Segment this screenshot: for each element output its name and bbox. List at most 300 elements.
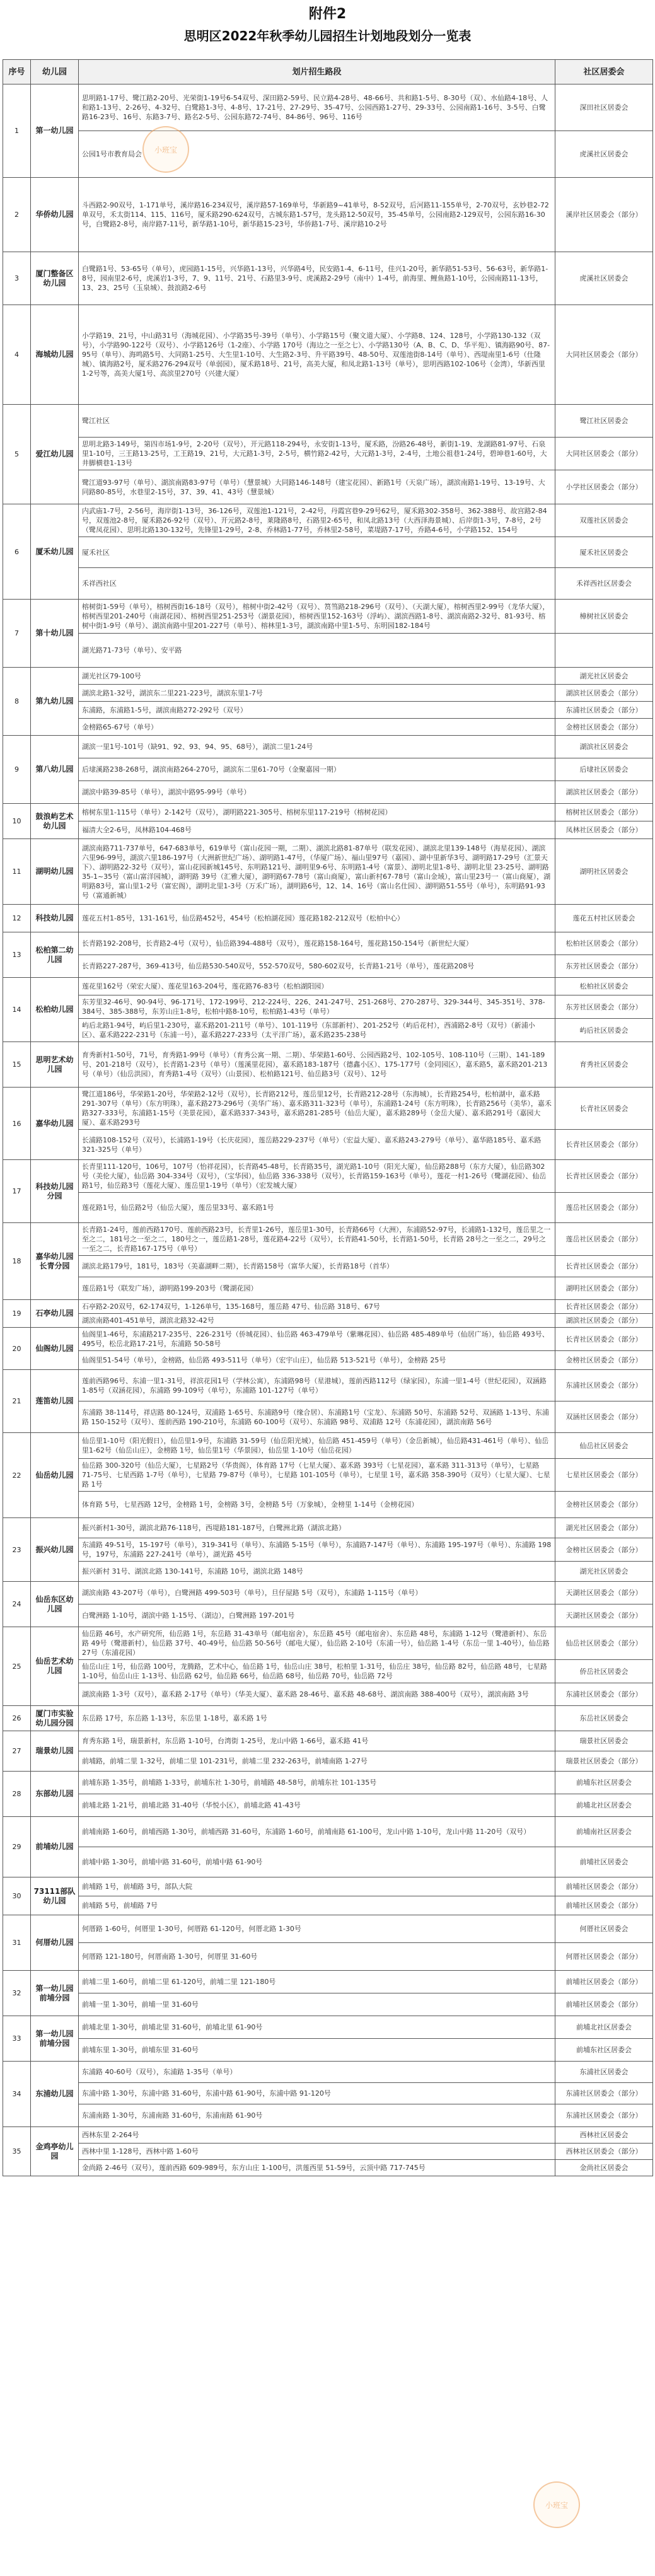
kindergarten-name: 爱江幼儿园 — [31, 405, 79, 504]
roads-cell: 振兴新村1-30号，湖滨北路76-118号，西堤路181-187号，白鹭洲北路（湖滨北路） — [79, 1518, 555, 1538]
roads-cell: 金榜路65-67号（单号） — [79, 719, 555, 736]
table-row — [3, 131, 653, 178]
community-cell: 东浦社区居委会（部分） — [555, 2083, 653, 2104]
roads-cell: 鹭江道186号，华荣路1-20号，华荣路2-12号（双号），长青路212号，莲岳里12号，长青路212-28号（东海城），长青路254号，松柏湖中，嘉禾路291-307号（单号）（东方明珠），嘉禾路273-296号（美华广场）、嘉禾路311-323号（单号），东浦路1-24号（东方明珠），长青路256号（美华），嘉禾路327-333号，东浦路1-15号（美景花园），嘉禾路337-343号，嘉禾路281-285号（仙岳大厦），嘉禾路289号（金岳大厦）、嘉禾路291号（嘉园大厦）、嘉禾路293号 — [79, 1088, 555, 1130]
kindergarten-name: 莲笛幼儿园 — [31, 1370, 79, 1433]
roads-cell: 鹭江道93-97号（单号）、湖滨南路83-97号（单号）（慧景城）大同路146-148号（建宝花园）、新路1号（天泉广场），湖滨南路1-19号、13-19号、大同路80-85号，水巷里2-15号，37、39、41、43号（慧景城） — [79, 470, 555, 504]
row-number: 22 — [3, 1433, 31, 1518]
roads-cell: 莲花路1号，仙岳路2号（仙岳大厦），莲岳里33号、嘉禾路1号 — [79, 1193, 555, 1223]
roads-cell: 莲岳路1号（联发广场），湖明路199-203号（鹭湖花园） — [79, 1277, 555, 1300]
row-number: 4 — [3, 305, 31, 405]
community-cell: 何厝社区居委会（部分） — [555, 1943, 653, 1971]
table-row — [3, 685, 653, 702]
row-number: 3 — [3, 252, 31, 305]
community-cell: 湖明社区居委会 — [555, 839, 653, 905]
page-title: 思明区2022年秋季幼儿园招生计划地段划分一览表 — [183, 28, 472, 44]
roads-cell: 莲花五村1-85号，131-161号，仙岳路452号，454号（松柏湖花园）莲花路182-212双号（松柏中心） — [79, 905, 555, 932]
roads-cell: 东浦路 38-114号，祥店路 80-124号，双浦路 1-65号、东浦路9号（缘合居）、东浦路1号（宝龙）、东浦路 50号、东浦路 52号、双涵路 1-13号、东浦路 150-152号（双号）、莲前西路 190-210号，东浦路 60-100号（双号）、东浦路 98号、双浦路 12号（东浦花园），湖滨南路 56号 — [79, 1401, 555, 1433]
table-row — [3, 1193, 653, 1223]
community-cell: 育秀社区居委会 — [555, 1042, 653, 1088]
roads-cell: 前埔中路 1-30号，前埔中路 31-60号，前埔中路 61-90号 — [79, 1847, 555, 1877]
roads-cell: 长青路1-24号，莲前西路170号、莲前西路23号，长青里1-26号，莲岳里1-30号，长青路66号（大洲），东浦路52-97号，长浦路1-132号，莲岳里之一至之二，181号之一至之二，180号之一，莲岳路1-28号，莲花路4-22号（双号），长青路41-50号，长青路1-50号，长青路 28号之一至之二，29号之一至之二，长青路167-175号（单号） — [79, 1223, 555, 1256]
row-number: 23 — [3, 1518, 31, 1582]
table-row — [3, 1627, 653, 1660]
table-row — [3, 1660, 653, 1683]
roads-cell: 湖光路71-73号（单号）、安平路 — [79, 634, 555, 668]
row-number: 9 — [3, 736, 31, 804]
kindergarten-name: 第一幼儿园前埔分园 — [31, 2016, 79, 2062]
community-cell: 金榜社区居委会（部分） — [555, 719, 653, 736]
roads-cell: 仙岳里1-10号（阳光假日），仙岳里1-9号，东浦路 31-59号（仙岳阳光城），仙岳路 451-459号（单号）（金岳新城），仙岳路431-461号（单号）、仙岳里1-62号（仙岳山庄），金榜路 1号，仙岳里1号（华景园），仙岳里 1-10号（仙岳花园） — [79, 1433, 555, 1459]
table-row — [3, 2083, 653, 2104]
community-cell — [555, 634, 653, 668]
table-row — [3, 568, 653, 600]
table-row — [3, 2039, 653, 2062]
row-number: 12 — [3, 905, 31, 932]
roads-cell: 榕树东里1-115号（单号）2-142号（双号），湖明路221-305号、榕树东里117-219号（榕树花园） — [79, 804, 555, 821]
row-number: 31 — [3, 1915, 31, 1971]
table-row — [3, 1582, 653, 1604]
community-cell: 湖光社区居委会（部分） — [555, 1518, 653, 1538]
community-cell: 榕树社区居委会（部分） — [555, 804, 653, 821]
roads-cell: 东浦路 49-51号，15-197号（单号），319-341号（单号）、东浦路 5-15号（单号），东浦路7-147号（单号）、东浦路 195-197号（单号）、东浦路 198号，197号，东浦路 227-241号（单号），湖光路 45号 — [79, 1538, 555, 1562]
table-row — [3, 955, 653, 978]
table-row — [3, 905, 653, 932]
community-cell: 湖光社区居委会 — [555, 668, 653, 685]
roads-cell: 东浦中路 1-30号，东浦中路 31-60号，东浦中路 61-90号，东浦中路 91-120号 — [79, 2083, 555, 2104]
row-number: 28 — [3, 1772, 31, 1817]
table-row — [3, 1518, 653, 1538]
community-cell: 樟树社区居委会 — [555, 600, 653, 634]
row-number: 5 — [3, 405, 31, 504]
roads-cell: 斗西路2-90双号，1-171单号，溪岸路16-234双号，溪岸路57-169单号，华新路9~41单号，8-52双号，后河路11-155单号，2-70双号，玄妙巷2-72单双号，禾太街114、115、116号，厦禾路290-624双号，古城东路1-57号，龙头路12-50双号，35-45单号，公园南路2-129双号，公园东路16-30号，白鹭路2-8号，南岸路7-11号，新华路1-10号，新华路15-23号，华侨路1-7号、溪岸路10-2号 — [79, 178, 555, 252]
table-row — [3, 1042, 653, 1088]
row-number: 21 — [3, 1370, 31, 1433]
roads-cell: 湖光社区79-100号 — [79, 668, 555, 685]
kindergarten-name: 第一幼儿园 — [31, 84, 79, 178]
community-cell: 东浦社区居委会（部分） — [555, 1683, 653, 1706]
row-number: 27 — [3, 1731, 31, 1772]
roads-cell: 前埔东路 1-35号，前埔路 1-33号，前埔东社 1-30号，前埔路 48-58号，前埔东社 101-135号 — [79, 1772, 555, 1794]
kindergarten-name: 第十幼儿园 — [31, 600, 79, 668]
table-row — [3, 758, 653, 781]
community-cell: 前埔北社区居委会 — [555, 1794, 653, 1817]
roads-cell: 体育路 5号，七星西路 12号，金榜路 1号，金榜路 3号，金榜路 5号（万象城），金榜里 1-14号（金榜花园） — [79, 1492, 555, 1518]
table-row — [3, 1277, 653, 1300]
row-number: 29 — [3, 1817, 31, 1877]
roads-cell: 湖滨南路 1-3号（双号），嘉禾路 2-17号（单号）（华美大厦）、嘉禾路 28-46号、嘉禾路 48-68号、湖滨南路 388-400号（双号），湖滨南路 3号 — [79, 1683, 555, 1706]
row-number: 8 — [3, 668, 31, 736]
roads-cell: 石亭路2-20双号，62-174双号，1-126单号，135-168号，莲岳路 47号、仙岳路 318号、67号 — [79, 1300, 555, 1314]
kindergarten-name: 厦门整备区幼儿园 — [31, 252, 79, 305]
community-cell: 东芳社区居委会（部分） — [555, 995, 653, 1019]
table-row — [3, 1370, 653, 1401]
roads-cell: 禾祥西社区 — [79, 568, 555, 600]
roads-cell: 长青路192-208号，长青路2-4号（双号），仙岳路394-488号（双号），莲花路158-164号，莲花路150-154号（新世纪大厦） — [79, 932, 555, 955]
community-cell: 前埔社区居委会（部分） — [555, 1877, 653, 1896]
community-cell: 东芳社区居委会（部分） — [555, 955, 653, 978]
table-row — [3, 1971, 653, 1993]
table-row — [3, 405, 653, 438]
roads-cell: 前埔路 5号，前埔路 7号 — [79, 1896, 555, 1915]
community-cell: 仙岳社区居委会 — [555, 1433, 653, 1459]
row-number: 26 — [3, 1706, 31, 1731]
kindergarten-name: 73111部队幼儿园 — [31, 1877, 79, 1915]
table-row — [3, 1604, 653, 1627]
community-cell: 金尚社区居委会 — [555, 2160, 653, 2176]
column-header-kindergarten: 幼儿园 — [31, 60, 79, 84]
roads-cell: 振兴新村 31号、湖滨北路 130-141号，东浦路 10号，湖滨北路 148号 — [79, 1562, 555, 1582]
table-row — [3, 1256, 653, 1277]
kindergarten-name: 海城幼儿园 — [31, 305, 79, 405]
community-cell: 湖明社区居委会（部分） — [555, 1277, 653, 1300]
table-row — [3, 1794, 653, 1817]
kindergarten-name: 松柏幼儿园 — [31, 978, 79, 1042]
table-row — [3, 1943, 653, 1971]
row-number: 14 — [3, 978, 31, 1042]
roads-cell: 湖滨北路179号，181号，183号（美嘉湖畔二期），长青路158号（富华大厦），长青路18号（首华） — [79, 1256, 555, 1277]
table-row — [3, 634, 653, 668]
row-number: 17 — [3, 1160, 31, 1223]
kindergarten-name: 科技幼儿园分园 — [31, 1160, 79, 1223]
table-body — [3, 84, 653, 2176]
roads-cell: 前埔一里 1-30号，前埔一里 31-60号 — [79, 1993, 555, 2016]
kindergarten-name: 金鸡亭幼儿园 — [31, 2127, 79, 2176]
row-number: 10 — [3, 804, 31, 839]
table-row — [3, 2144, 653, 2160]
community-cell: 长青社区居委会（部分） — [555, 1328, 653, 1351]
table-row — [3, 1351, 653, 1370]
community-cell: 双莲社区居委会 — [555, 504, 653, 537]
kindergarten-name: 仙阁幼儿园 — [31, 1328, 79, 1370]
community-cell: 金榜社区居委会（部分） — [555, 1492, 653, 1518]
community-cell: 松柏社区居委会 — [555, 978, 653, 995]
table-row — [3, 305, 653, 405]
community-cell: 溪岸社区居委会（部分） — [555, 178, 653, 252]
community-cell: 湖滨社区居委会（部分） — [555, 781, 653, 804]
community-cell: 西林社区居委会 — [555, 2127, 653, 2144]
table-row — [3, 781, 653, 804]
table-row — [3, 1877, 653, 1896]
row-number: 18 — [3, 1223, 31, 1300]
roads-cell: 西林东里 2-264号 — [79, 2127, 555, 2144]
community-cell: 七星社区居委会（部分） — [555, 1459, 653, 1492]
community-cell: 厦禾社区居委会 — [555, 537, 653, 568]
kindergarten-name: 嘉华幼儿园长青分园 — [31, 1223, 79, 1300]
row-number: 6 — [3, 504, 31, 600]
community-cell: 深田社区居委会 — [555, 84, 653, 131]
row-number: 35 — [3, 2127, 31, 2176]
row-number: 20 — [3, 1328, 31, 1370]
table-row — [3, 1130, 653, 1160]
table-row — [3, 839, 653, 905]
column-header-community: 社区居委会 — [555, 60, 653, 84]
row-number: 34 — [3, 2062, 31, 2127]
community-cell: 前埔东社区居委会 — [555, 2039, 653, 2062]
roads-cell: 仙岳路 300-320号（仙岳大厦），七星路2号（华贵阁），体育路 17号（七星大厦）、嘉禾路 393号（七星花园），嘉禾路 311-313号（单号），七星路 71-75号、七星西路 1-7号（单号），七星路 79-87号（单号），七星路 101-105号（单号），七星里 1号，嘉禾路 358-390号（双号）（七星大厦）、七星路 1号 — [79, 1459, 555, 1492]
roads-cell: 湖滨北路1-32号，湖滨东二里221-223号，湖滨东里1-7号 — [79, 685, 555, 702]
table-row — [3, 702, 653, 719]
table-row — [3, 1751, 653, 1772]
roads-cell: 东浦南路 1-30号，东浦南路 31-60号，东浦南路 61-90号 — [79, 2104, 555, 2127]
kindergarten-name: 湖明幼儿园 — [31, 839, 79, 905]
table-row — [3, 1160, 653, 1193]
kindergarten-name: 仙岳东区幼儿园 — [31, 1582, 79, 1627]
community-cell: 仙岳社区居委会（部分） — [555, 1627, 653, 1660]
community-cell: 天湖社区居委会（部分） — [555, 1604, 653, 1627]
community-cell: 鹭江社区居委会 — [555, 405, 653, 438]
community-cell: 侨岳社区居委会 — [555, 1660, 653, 1683]
roads-cell: 后埭溪路238-268号，湖滨南路264-270号，湖滨东二里61-70号（金聚嘉园一期） — [79, 758, 555, 781]
table-row — [3, 1223, 653, 1256]
kindergarten-name: 振兴幼儿园 — [31, 1518, 79, 1582]
kindergarten-name: 思明艺术幼儿园 — [31, 1042, 79, 1088]
roads-cell: 鹭江社区 — [79, 405, 555, 438]
kindergarten-name: 华侨幼儿园 — [31, 178, 79, 252]
row-number: 2 — [3, 178, 31, 252]
community-cell: 东岳社区居委会 — [555, 1706, 653, 1731]
table-row — [3, 804, 653, 821]
roads-cell: 厦禾社区 — [79, 537, 555, 568]
community-cell: 西林社区居委会（部分） — [555, 2144, 653, 2160]
roads-cell: 小学路19、21号，中山路31号（海城花园）、小学路35号-39号（单号）、小学路15号（聚文道大厦）、小学路8、124、128号，小学路130-132（双号），小学路90-122号（双号）、小学路126号（1-2座）、小学路 170号（海边之一至之七）、小学路130号（A、B、C、D、华平苑）、镇海路90号、87-95号（单号）、海鸣路5号、大同路1-25号、大生里1-10号、大生路2-3号、升平路39号、48-50号、双莲池街8-14号（单号）、西堤南里1-6号（仕隆城）、镇海路2号，厦禾路276-294双号（单弱园），厦禾路18号、21号，高美大厦，和凤北路1-13号（单号），思明西路102-106号（金湾），华新西里1-2号等，高美大厦1号、高滨里270号（兴建大厦） — [79, 305, 555, 405]
watermark-stamp-top: 小班宝 — [142, 126, 189, 173]
kindergarten-name: 鼓浪屿艺术幼儿园 — [31, 804, 79, 839]
community-cell: 长青社区居委会 — [555, 1088, 653, 1130]
kindergarten-name: 前埔幼儿园 — [31, 1817, 79, 1877]
table-row — [3, 470, 653, 504]
community-cell: 瑞景社区居委会（部分） — [555, 1751, 653, 1772]
appendix-label: 附件2 — [308, 6, 347, 22]
table-row — [3, 719, 653, 736]
roads-cell: 西林中里 1-128号，西林中路 1-60号 — [79, 2144, 555, 2160]
roads-cell: 前埔路，前埔二里 1-32号，前埔二里 101-231号，前埔二里 232-263号，前埔南路 1-27号 — [79, 1751, 555, 1772]
kindergarten-name: 第一幼儿园前埔分园 — [31, 1971, 79, 2016]
community-cell: 瑞景社区居委会 — [555, 1731, 653, 1751]
column-header-roads: 划片招生路段 — [79, 60, 555, 84]
community-cell: 虎溪社区居委会 — [555, 131, 653, 178]
table-row — [3, 1433, 653, 1459]
table-row — [3, 1706, 653, 1731]
community-cell: 长青社区居委会（部分） — [555, 1300, 653, 1314]
roads-cell: 湖滨中路39-85号（单号），湖滨中路95-99号（单号） — [79, 781, 555, 804]
table-row — [3, 1314, 653, 1328]
roads-cell: 公园1号市教育局会 — [79, 131, 555, 178]
table-row — [3, 978, 653, 995]
roads-cell: 东浦路 40-60号（双号），东浦路 1-35号（单号） — [79, 2062, 555, 2083]
community-cell: 前埔社区居委会（部分） — [555, 1971, 653, 1993]
kindergarten-name: 嘉华幼儿园 — [31, 1088, 79, 1160]
kindergarten-name: 科技幼儿园 — [31, 905, 79, 932]
table-row — [3, 736, 653, 758]
table-row — [3, 668, 653, 685]
community-cell: 屿后社区居委会 — [555, 1019, 653, 1042]
community-cell: 湖光社区居委会 — [555, 1562, 653, 1582]
table-row — [3, 600, 653, 634]
table-row — [3, 1328, 653, 1351]
row-number: 19 — [3, 1300, 31, 1328]
roads-cell: 前埔路 1号，前埔路 3号，部队大院 — [79, 1877, 555, 1896]
kindergarten-name: 仙岳幼儿园 — [31, 1433, 79, 1518]
community-cell: 后埭社区居委会 — [555, 758, 653, 781]
community-cell: 松柏社区居委会（部分） — [555, 932, 653, 955]
community-cell: 大同社区居委会（部分） — [555, 305, 653, 405]
community-cell: 虎溪社区居委会 — [555, 252, 653, 305]
table-row — [3, 932, 653, 955]
roads-cell: 育秀新村1-50号，71号，育秀路1-99号（单号）（育秀公寓一期、二期）、华荣路1-60号、公园西路2号、102-105号、108-110号（三期）、141-189号、201-218号（双号），长青路1-23号（单号）（莲溪里花园），嘉禾路183-187号（德鑫小区）、175-177号（金同园区），嘉禾路5，嘉禾路201-213号（单号）（仙岳洪园），育秀路1-4号（双号）（山景园）、松柏路121号、仙岳路3号（双号）、12号 — [79, 1042, 555, 1088]
roads-cell: 仙岳山庄 1号，仙岳路 100号，龙腾路，艺术中心，仙岳路 1号，仙岳山庄 38号，松柏里 1-31号，仙岳庄 38号，仙岳路 82号，仙岳路 48号，七星路 1-10号，仙岳山庄 1-13号、仙岳路 62号，仙岳路 66号，仙岳路 68号，仙岳路 70号，仙岳路 72号 — [79, 1660, 555, 1683]
kindergarten-name: 东浦幼儿园 — [31, 2062, 79, 2127]
table-row — [3, 1492, 653, 1518]
table-row — [3, 504, 653, 537]
kindergarten-name: 何厝幼儿园 — [31, 1915, 79, 1971]
column-header-no: 序号 — [3, 60, 31, 84]
community-cell: 前埔社区居委会（部分） — [555, 1993, 653, 2016]
community-cell: 东浦社区居委会（部分） — [555, 1370, 653, 1401]
roads-cell: 前埔北里 1-30号，前埔北里 31-60号，前埔北里 61-90号 — [79, 2016, 555, 2039]
roads-cell: 思明北路3-149号，第四市场1-9号，2-20号（双号），开元路118-294号，永安街1-13号，厦禾路，汾路26-48号，新街1-19、龙湖路81-97号、石泉里1-10号，三王路13-25号，工王路19、21号，大元路1-3号，2-5号，横竹路2-42号，大元路1-3号，2-4号，土地公祖巷1-24号，碧坤巷1-60号，大井脚横巷1-13号 — [79, 438, 555, 470]
table-row — [3, 178, 653, 252]
table-row — [3, 1915, 653, 1943]
roads-cell: 思明路1-17号、鹭江路2-20号、光荣街1-19号6-54双号、深田路2-59号、民立路4-28号、48-66号、共和路1-5号、8-30号（双）、水仙路4-18号、人和路1-13号、2-26号、4-32号、白鹭路1-3号、4-8号、17-21号、27-29号、35-47号、公园西路1-27号、29-33号、公园南路1-16号、3-5号、白鹭路16-23号、16号、东路3-7号、路名2-5号、公园东路72-74号、84-86号、96号、116号 — [79, 84, 555, 131]
roads-cell: 莲花里162号（荣宏大厦）、莲花里163-204号，莲花路76-83号（松柏湖阳园） — [79, 978, 555, 995]
table-row — [3, 1896, 653, 1915]
community-cell: 长青社区居委会（部分） — [555, 1256, 653, 1277]
community-cell: 禾祥西社区居委会 — [555, 568, 653, 600]
kindergarten-name: 厦禾幼儿园 — [31, 504, 79, 600]
watermark-stamp-bottom: 小班宝 — [533, 2481, 580, 2528]
roads-cell: 前埔东里 1-30号，前埔东里 31-60号 — [79, 2039, 555, 2062]
roads-cell: 前埔二里 1-60号，前埔二里 61-120号，前埔二里 121-180号 — [79, 1971, 555, 1993]
table-row — [3, 2062, 653, 2083]
table-row — [3, 1847, 653, 1877]
roads-cell: 仙阁里51-54号（单号），金榜路，仙岳路 493-511号（单号）（宏宇山庄），仙岳路 513-521号（单号），金榜路 25号 — [79, 1351, 555, 1370]
roads-cell: 仙阁里1-46号，东浦路217-235号、226-231号（侨城花园）、仙岳路 463-479单号（紫琳花园）、仙岳路 485-489单号（仙居广场），仙岳路 493号、495号，松岳北路17-21号，东浦路 50-58号 — [79, 1328, 555, 1351]
kindergarten-name: 瑞景幼儿园 — [31, 1731, 79, 1772]
community-cell: 莲岳社区居委会（部分） — [555, 1193, 653, 1223]
kindergarten-name: 石亭幼儿园 — [31, 1300, 79, 1328]
community-cell: 双涵社区居委会（部分） — [555, 1401, 653, 1433]
table-header-row — [3, 60, 653, 84]
row-number: 13 — [3, 932, 31, 978]
roads-cell: 长浦路108-152号（双号），长浦路1-19号（长庆花园），莲岳路229-237号（单号）（宏益大厦）、嘉禾路243-279号（单号）、嘉华路185号、嘉禾路321-325号（单号） — [79, 1130, 555, 1160]
row-number: 7 — [3, 600, 31, 668]
row-number: 25 — [3, 1627, 31, 1706]
roads-cell: 内武庙1-7号，2-56号，海岸街1-13号，36-126号，双莲池1-121号，2-42号，丹霞宫巷9-29号62号，厦禾路302-358号、362-388号、故宫路2-84号，双莲池2-8号，厦禾路26-92号（双号）、开元路2-8号，莱隆路8号，石路里2-65号，和凤北路13号（大西泽海景城）、后岸街1-3号，7-8号，2号（鹭凤花园）、思明北路130-132号，先锋里1-29号，2-8、乔林路1-77号，乔林里2-58号，菜堤路7-17号，乔路4-6号，小学路152、154号 — [79, 504, 555, 537]
kindergarten-name: 第九幼儿园 — [31, 668, 79, 736]
roads-cell: 仙岳路 46号，水产研究所，仙岳路 1号，东岳路 31-43单号（邮电宿舍），东岳路 45号（邮电宿舍）、东岳路 48号，东浦路 1-12号（鹭港新村）、东岳路 49号（鹭港新村），仙岳路 37号、40-49号，仙岳路 50-56号（邮电大厦），仙岳路 2-10号（东浦一号），仙岳路 1-4号（东岳一里 1-40号），仙岳路 27号（东浦花园） — [79, 1627, 555, 1660]
community-cell: 长青社区居委会（部分） — [555, 1160, 653, 1193]
table-row — [3, 1772, 653, 1794]
table-row — [3, 537, 653, 568]
roads-cell: 湖滨一里1号-101号（缺91、92、93、94、95、68号），湖滨二里1-24号 — [79, 736, 555, 758]
row-number: 1 — [3, 84, 31, 178]
table-row — [3, 1088, 653, 1130]
roads-cell: 长青路227-287号，369-413号，仙岳路530-540双号，552-570双号，580-602双号，长青路1-21号（单号），莲花路208号 — [79, 955, 555, 978]
kindergarten-name: 东部幼儿园 — [31, 1772, 79, 1817]
community-cell: 大同社区居委会（部分） — [555, 438, 653, 470]
table-row — [3, 1538, 653, 1562]
roads-cell: 湖滨南路401-451单号，湖滨北路32-42号 — [79, 1314, 555, 1328]
roads-cell: 白鹭洲路 1-10号，湖滨中路 1-15号、（湖边），白鹭洲路 197-201号 — [79, 1604, 555, 1627]
row-number: 32 — [3, 1971, 31, 2016]
roads-cell: 东芳里32-46号、90-94号、96-171号、172-199号、212-224号、226、241-247号、251-268号、270-287号、329-344号、345-351号、378-384号、385-388号，东芳山庄1-8号，松柏中路8-10号，松柏路1-43号（单号） — [79, 995, 555, 1019]
roads-cell: 榕树街1-59号（单号），榕树西街16-18号（双号），榕树中街2-42号（双号）、筼筜路218-296号（双号）、（天湖大厦），榕树西里2-99号（龙华大厦），榕树西里201-240号（南湖花园）、榕树西里251-253号（湖景花园），榕树西里152-163号（浮屿）、湖滨西路1-8号、湖滨南路2-32号、81-93号、榕树中街1-9号（单号）、湖滨南路中里201-227号（单号）、榕林里1-3号，湖滨南路中里1-5号、东明园182-184号 — [79, 600, 555, 634]
roads-cell: 长青里111-120号，106号，107号（怡祥花园），长青路45-48号，长青路35号，湖光路1-10号（阳光大厦），仙岳路288号（东方大厦），仙岳路302号（美伦大厦），仙岳路 304-334号（双号），（宝华园），仙岳路 336-338号（双号），长青路159-163号（单号），莲花一村1-26号（鹭湖花园）、仙岳路1号，仙岳路3号（莲花大厦）、莲岳里1-19号（单号）（宏发城大厦） — [79, 1160, 555, 1193]
row-number: 30 — [3, 1877, 31, 1915]
enrollment-table — [3, 59, 653, 2176]
table-row — [3, 1817, 653, 1847]
community-cell: 湖滨社区居委会（部分） — [555, 1314, 653, 1328]
table-row — [3, 2127, 653, 2144]
kindergarten-name: 厦门市实验幼儿园分园 — [31, 1706, 79, 1731]
roads-cell: 屿后北路1-94号，屿后里1-230号，嘉禾路201-211号（单号）、101-119号（东部新村）、201-252号（屿后花村），西浦路2-8号（双号）（新浦小区）、嘉禾路222-231号（东浦一号），嘉禾路227-233号（太平洋广场），嘉禾路235-238号 — [79, 1019, 555, 1042]
table-row — [3, 438, 653, 470]
table-row — [3, 1731, 653, 1751]
community-cell: 东浦社区居委会（部分） — [555, 702, 653, 719]
table-row — [3, 2104, 653, 2127]
row-number: 24 — [3, 1582, 31, 1627]
community-cell: 金榜社区居委会（部分） — [555, 1538, 653, 1562]
community-cell: 前埔社区居委会 — [555, 1847, 653, 1877]
document-header — [0, 4, 655, 59]
community-cell: 莲岳社区居委会（部分） — [555, 1223, 653, 1256]
community-cell: 湖滨社区居委会（部分） — [555, 685, 653, 702]
community-cell: 莲花五村社区居委会 — [555, 905, 653, 932]
community-cell: 前埔社区居委会（部分） — [555, 1896, 653, 1915]
community-cell: 凤林社区居委会（部分） — [555, 821, 653, 839]
roads-cell: 前埔北路 1-21号，前埔北路 31-40号（华悦小区），前埔北路 41-43号 — [79, 1794, 555, 1817]
community-cell: 前埔东社区居委会 — [555, 1772, 653, 1794]
table-row — [3, 2016, 653, 2039]
kindergarten-name: 仙岳艺术幼儿园 — [31, 1627, 79, 1706]
table-row — [3, 84, 653, 131]
table-row — [3, 995, 653, 1019]
row-number: 11 — [3, 839, 31, 905]
table-row — [3, 821, 653, 839]
table-row — [3, 1019, 653, 1042]
row-number: 33 — [3, 2016, 31, 2062]
community-cell: 天湖社区居委会（部分） — [555, 1582, 653, 1604]
table-row — [3, 1562, 653, 1582]
community-cell: 东浦社区居委会 — [555, 2062, 653, 2083]
table-row — [3, 252, 653, 305]
kindergarten-name: 松柏第二幼儿园 — [31, 932, 79, 978]
table-row — [3, 2160, 653, 2176]
community-cell: 湖滨社区居委会 — [555, 736, 653, 758]
community-cell: 前埔北社区居委会 — [555, 2016, 653, 2039]
table-row — [3, 1459, 653, 1492]
roads-cell: 育秀东路 1号，瑞景新村，东岳路 1-10号，台湾街 1-25号，龙山中路 1-66号，嘉禾路 41号 — [79, 1731, 555, 1751]
roads-cell: 东岳路 17号，东岳路 1-13号，东岳里 1-18号，嘉禾路 1号 — [79, 1706, 555, 1731]
roads-cell: 白鹭路1号、53-65号（单号），虎园路1-15号，兴华路1-13号，兴华路4号，民安路1-4、6-11号，佳兴1-20号，新华路51-53号、56-63号，新华路1-8号，园南里2-6号，虎溪岩1-3号，7、9、11号、21号、石路里3-9号、虎溪路2-29号（南中）1-4号，前海里、鲤鱼路1-10号，公园南路11-13号，13、23、25号（玉泉城）、鼓浪路2-6号 — [79, 252, 555, 305]
row-number: 15 — [3, 1042, 31, 1088]
roads-cell: 前埔南路 1-60号，前埔西路 1-30号，前埔西路 31-60号，东浦路 1-60号，前埔南路 61-100号，龙山中路 1-10号，龙山中路 11-20号（双号） — [79, 1817, 555, 1847]
kindergarten-name: 第八幼儿园 — [31, 736, 79, 804]
community-cell: 何厝社区居委会 — [555, 1915, 653, 1943]
community-cell: 前埔南社区居委会 — [555, 1817, 653, 1847]
table-row — [3, 1300, 653, 1314]
roads-cell: 何厝路 121-180号，何厝南路 1-30号，何厝里 31-60号 — [79, 1943, 555, 1971]
roads-cell: 湖滨南路711-737单号，647-683单号，619单号（富山花园一期，二期）、湖滨北路81-87单号（联发花园）、湖滨北里139-148号（海星花园）、湖滨六里96-99号，湖滨六里186-197号（大洲新世纪广场）、湖明路1-47号，（华厦广场）、福山里97号（嘉园）、湖中里新华3号、湖明路17-29号（汇景天下）、湖明路22-32号（双号），富山花园新城145号、东明路121号、湖明里9-6号、东明路1-4号（富景）、湖明北里1-8号、湖明北里 23-25号、湖明路35-1~35号（富山富洋园城），湖明路 39号（汇雅大厦），湖明路67-78号（富山商厦），富山新村67-78号（富山金域），富山里23号一（富山商厦），湖明路83号，富山里1-2号（富宏阁），湖明北里1-3号（万禾广场），湖明路6号，12、14、16号（富山名仕园）、湖明路51-55号（单号），东明路91-93号（富通新城） — [79, 839, 555, 905]
roads-cell: 福清大全2-6号，凤林路104-468号 — [79, 821, 555, 839]
roads-cell: 东浦路，东浦路1-5号，湖滨南路272-292号（双号） — [79, 702, 555, 719]
table-row — [3, 1401, 653, 1433]
community-cell: 长青社区居委会（部分） — [555, 1130, 653, 1160]
row-number: 16 — [3, 1088, 31, 1160]
community-cell: 东浦社区居委会（部分） — [555, 2104, 653, 2127]
roads-cell: 莲前西路96号、东浦一里1-31号，祥滨花园1号（学林公寓），东浦路98号（星港城），莲前西路112号（绿家园），东浦一里1-4号（世纪花园），双涵路1-85号（双涵花园），东浦路 99-109号（单号），东浦路 101-127号（单号） — [79, 1370, 555, 1401]
